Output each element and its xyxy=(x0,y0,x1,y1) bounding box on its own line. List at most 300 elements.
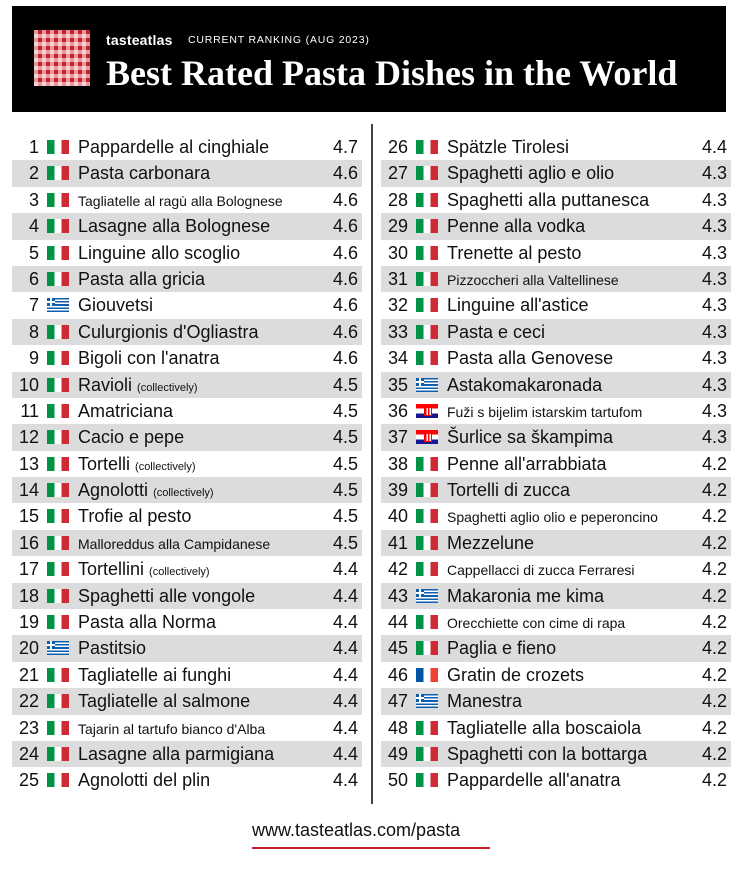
dish-name-text: Giouvetsi xyxy=(78,295,154,316)
rating-value: 4.5 xyxy=(332,453,358,474)
ranking-row xyxy=(12,741,362,767)
ranking-row xyxy=(12,372,362,398)
rating-value: 4.7 xyxy=(332,137,358,157)
dish-name xyxy=(447,295,589,316)
rank-number: 23 xyxy=(18,717,39,738)
flag-gr-icon xyxy=(47,641,69,655)
dish-name xyxy=(78,375,198,396)
flag-it-icon xyxy=(47,562,69,576)
dish-name-text: Gratin de crozets xyxy=(447,664,585,685)
dish-name xyxy=(447,427,613,448)
rating-value: 4.6 xyxy=(332,295,358,316)
dish-name xyxy=(78,193,283,209)
dish-name xyxy=(78,295,153,316)
dish-name xyxy=(447,480,570,501)
flag-it-icon xyxy=(47,509,69,523)
rating-value: 4.4 xyxy=(332,612,358,633)
rank-number: 6 xyxy=(28,268,39,289)
rating-value: 4.5 xyxy=(332,374,358,395)
ranking-row xyxy=(12,530,362,556)
ranking-row xyxy=(12,213,362,239)
rank-number: 14 xyxy=(18,480,39,501)
footer-url-link[interactable]: www.tasteatlas.com/pasta xyxy=(252,820,461,840)
rating-value: 4.3 xyxy=(701,348,727,369)
dish-name-text: Culurgionis d'Ogliastra xyxy=(78,321,259,342)
dish-name xyxy=(78,506,191,527)
rank-number: 15 xyxy=(18,506,39,527)
rank-number: 3 xyxy=(28,189,39,210)
rank-number: 19 xyxy=(18,612,39,633)
ranking-row xyxy=(381,477,731,503)
rank-number: 26 xyxy=(387,137,408,157)
rank-number: 22 xyxy=(18,691,39,712)
flag-it-icon xyxy=(416,457,438,471)
flag-it-icon xyxy=(416,166,438,180)
rating-value: 4.4 xyxy=(332,770,358,791)
dish-name-text: Pasta alla gricia xyxy=(78,268,206,289)
rating-value: 4.3 xyxy=(701,242,727,263)
dish-name-text: Tortellini xyxy=(78,559,145,580)
dish-name-text: Pasta alla Genovese xyxy=(447,348,614,369)
ranking-row xyxy=(12,240,362,266)
dish-name-text: Cappellacci di zucca Ferraresi xyxy=(447,562,635,579)
ranking-row xyxy=(381,503,731,529)
flag-fr-icon xyxy=(416,668,438,682)
ranking-row xyxy=(12,134,362,160)
ranking-row xyxy=(381,345,731,371)
flag-it-icon xyxy=(47,219,69,233)
dish-name-text: Orecchiette con cime di rapa xyxy=(447,615,626,632)
flag-it-icon xyxy=(416,193,438,207)
rank-number: 18 xyxy=(18,585,39,606)
dish-name-text: Mezzelune xyxy=(447,532,535,553)
dish-name xyxy=(78,536,270,552)
dish-name xyxy=(78,401,173,422)
ranking-row xyxy=(381,715,731,741)
ranking-row xyxy=(381,160,731,186)
flag-it-icon xyxy=(416,747,438,761)
dish-name xyxy=(447,509,658,525)
dish-name xyxy=(447,744,647,765)
rating-value: 4.2 xyxy=(701,480,727,501)
ranking-row xyxy=(381,398,731,424)
dish-name xyxy=(447,586,604,607)
dish-name xyxy=(447,216,585,237)
ranking-row xyxy=(12,662,362,688)
rank-number: 29 xyxy=(387,216,408,237)
flag-gr-icon xyxy=(416,589,438,603)
rank-number: 21 xyxy=(18,664,39,685)
rank-number: 31 xyxy=(387,268,408,289)
dish-name-text: Pasta e ceci xyxy=(447,321,546,342)
dish-name-text: Makaronia me kima xyxy=(447,585,605,606)
rating-value: 4.4 xyxy=(701,137,727,157)
rating-value: 4.6 xyxy=(332,216,358,237)
flag-it-icon xyxy=(47,589,69,603)
checkered-tablecloth-logo-icon xyxy=(34,30,90,86)
ranking-row xyxy=(12,160,362,186)
ranking-row xyxy=(381,134,731,160)
dish-name-text: Šurlice sa škampima xyxy=(447,427,614,448)
dish-name-text: Tagliatelle al salmone xyxy=(78,691,251,712)
ranking-row xyxy=(381,741,731,767)
flag-it-icon xyxy=(416,325,438,339)
rating-value: 4.2 xyxy=(701,453,727,474)
ranking-row xyxy=(381,372,731,398)
ranking-row xyxy=(12,398,362,424)
rank-number: 32 xyxy=(387,295,408,316)
rating-value: 4.3 xyxy=(701,427,727,448)
dish-name-text: Ravioli xyxy=(78,374,133,395)
flag-gr-icon xyxy=(47,298,69,312)
dish-name xyxy=(447,163,614,184)
dish-name-text: Penne alla vodka xyxy=(447,216,586,237)
rating-value: 4.2 xyxy=(701,717,727,738)
dish-name-text: Agnolotti xyxy=(78,480,149,501)
rank-number: 7 xyxy=(28,295,39,316)
rank-number: 50 xyxy=(387,770,408,791)
flag-it-icon xyxy=(47,140,69,154)
flag-it-icon xyxy=(47,430,69,444)
rank-number: 1 xyxy=(28,137,39,157)
dish-name xyxy=(78,744,274,765)
dish-name xyxy=(447,615,625,631)
dish-name xyxy=(447,770,621,791)
footer-underline xyxy=(252,847,490,849)
rank-number: 43 xyxy=(387,585,408,606)
rating-value: 4.2 xyxy=(701,664,727,685)
flag-it-icon xyxy=(47,193,69,207)
rank-number: 38 xyxy=(387,453,408,474)
ranking-row xyxy=(381,187,731,213)
dish-name xyxy=(78,269,205,290)
ranking-date-subtitle: CURRENT RANKING (AUG 2023) xyxy=(188,34,370,46)
dish-name-text: Penne all'arrabbiata xyxy=(447,453,607,474)
dish-name xyxy=(78,216,270,237)
flag-it-icon xyxy=(47,773,69,787)
rank-number: 35 xyxy=(387,374,408,395)
rank-number: 8 xyxy=(28,321,39,342)
dish-name xyxy=(78,612,216,633)
dish-name xyxy=(78,322,259,343)
ranking-row xyxy=(381,451,731,477)
flag-it-icon xyxy=(47,536,69,550)
rating-value: 4.5 xyxy=(332,427,358,448)
flag-it-icon xyxy=(47,694,69,708)
rank-number: 42 xyxy=(387,559,408,580)
column-divider xyxy=(371,124,373,804)
dish-name xyxy=(447,243,581,264)
rating-value: 4.2 xyxy=(701,691,727,712)
ranking-row xyxy=(381,266,731,292)
dish-name xyxy=(447,348,613,369)
rating-value: 4.2 xyxy=(701,532,727,553)
ranking-row xyxy=(381,688,731,714)
ranking-row xyxy=(12,319,362,345)
rating-value: 4.4 xyxy=(332,638,358,659)
dish-name xyxy=(78,691,250,712)
flag-it-icon xyxy=(416,641,438,655)
rank-number: 16 xyxy=(18,532,39,553)
flag-it-icon xyxy=(416,509,438,523)
dish-name xyxy=(447,665,584,686)
ranking-row xyxy=(381,635,731,661)
dish-name-text: Tortelli xyxy=(78,453,131,474)
rating-value: 4.2 xyxy=(701,770,727,791)
rating-value: 4.2 xyxy=(701,506,727,527)
rating-value: 4.6 xyxy=(332,348,358,369)
flag-it-icon xyxy=(47,747,69,761)
rank-number: 34 xyxy=(387,348,408,369)
rank-number: 33 xyxy=(387,321,408,342)
flag-gr-icon xyxy=(416,378,438,392)
ranking-row xyxy=(381,530,731,556)
ranking-row xyxy=(12,451,362,477)
flag-it-icon xyxy=(47,615,69,629)
flag-hr-icon xyxy=(416,430,438,444)
flag-it-icon xyxy=(416,615,438,629)
rank-number: 24 xyxy=(18,743,39,764)
ranking-row xyxy=(381,556,731,582)
rating-value: 4.3 xyxy=(701,189,727,210)
dish-name xyxy=(447,404,642,420)
dish-name-text: Tortelli di zucca xyxy=(447,480,571,501)
rank-number: 45 xyxy=(387,638,408,659)
rank-number: 47 xyxy=(387,691,408,712)
flag-it-icon xyxy=(416,219,438,233)
header-banner xyxy=(12,6,726,112)
rank-number: 11 xyxy=(20,400,39,421)
dish-note: (collectively) xyxy=(137,381,198,394)
flag-it-icon xyxy=(416,721,438,735)
ranking-row xyxy=(12,424,362,450)
rank-number: 48 xyxy=(387,717,408,738)
rating-value: 4.6 xyxy=(332,321,358,342)
ranking-row xyxy=(381,583,731,609)
dish-note: (collectively) xyxy=(153,487,214,500)
ranking-column-right xyxy=(381,134,731,794)
ranking-row xyxy=(12,609,362,635)
flag-it-icon xyxy=(47,457,69,471)
ranking-row xyxy=(12,292,362,318)
dish-name xyxy=(78,454,196,475)
dish-name-text: Cacio e pepe xyxy=(78,427,185,448)
dish-name-text: Linguine allo scoglio xyxy=(78,242,241,263)
rank-number: 20 xyxy=(18,638,39,659)
rating-value: 4.5 xyxy=(332,400,358,421)
flag-it-icon xyxy=(47,404,69,418)
dish-name-text: Spaghetti alla puttanesca xyxy=(447,189,650,210)
rating-value: 4.4 xyxy=(332,585,358,606)
rating-value: 4.3 xyxy=(701,295,727,316)
dish-name-text: Lasagne alla Bolognese xyxy=(78,216,271,237)
rating-value: 4.3 xyxy=(701,163,727,184)
flag-it-icon xyxy=(416,562,438,576)
dish-name-text: Spaghetti aglio e olio xyxy=(447,163,615,184)
dish-name-text: Pastitsio xyxy=(78,638,147,659)
ranking-row xyxy=(381,240,731,266)
ranking-row xyxy=(12,583,362,609)
rank-number: 44 xyxy=(387,612,408,633)
dish-note: (collectively) xyxy=(149,566,210,579)
flag-it-icon xyxy=(416,298,438,312)
rating-value: 4.3 xyxy=(701,400,727,421)
rating-value: 4.2 xyxy=(701,612,727,633)
flag-gr-icon xyxy=(416,694,438,708)
flag-it-icon xyxy=(47,378,69,392)
rank-number: 13 xyxy=(18,453,39,474)
dish-name xyxy=(78,348,220,369)
dish-name-text: Spätzle Tirolesi xyxy=(447,137,570,157)
rank-number: 4 xyxy=(28,216,39,237)
dish-name-text: Pizzoccheri alla Valtellinese xyxy=(447,271,619,288)
dish-name-text: Linguine all'astice xyxy=(447,295,589,316)
rating-value: 4.3 xyxy=(701,216,727,237)
flag-it-icon xyxy=(416,246,438,260)
dish-name xyxy=(447,638,556,659)
ranking-row xyxy=(381,662,731,688)
rating-value: 4.6 xyxy=(332,242,358,263)
dish-name-text: Pappardelle all'anatra xyxy=(447,770,621,791)
rating-value: 4.4 xyxy=(332,664,358,685)
dish-name-text: Agnolotti del plin xyxy=(78,770,211,791)
dish-name-text: Spaghetti alle vongole xyxy=(78,585,256,606)
rank-number: 40 xyxy=(387,506,408,527)
dish-name xyxy=(78,243,240,264)
rating-value: 4.4 xyxy=(332,743,358,764)
dish-name xyxy=(78,137,269,158)
rating-value: 4.6 xyxy=(332,163,358,184)
rating-value: 4.3 xyxy=(701,268,727,289)
ranking-row xyxy=(12,187,362,213)
flag-it-icon xyxy=(416,351,438,365)
flag-it-icon xyxy=(47,668,69,682)
dish-name xyxy=(447,562,635,578)
rank-number: 2 xyxy=(28,163,39,184)
dish-name xyxy=(78,586,255,607)
dish-name xyxy=(447,533,534,554)
dish-name-text: Paglia e fieno xyxy=(447,638,557,659)
ranking-row xyxy=(12,503,362,529)
flag-it-icon xyxy=(47,721,69,735)
dish-name xyxy=(447,190,649,211)
dish-name xyxy=(78,665,231,686)
rating-value: 4.2 xyxy=(701,559,727,580)
ranking-row xyxy=(381,213,731,239)
dish-name-text: Tagliatelle alla boscaiola xyxy=(447,717,642,738)
dish-name xyxy=(447,718,641,739)
ranking-row xyxy=(381,424,731,450)
rank-number: 10 xyxy=(18,374,39,395)
rank-number: 37 xyxy=(387,427,408,448)
dish-name-text: Spaghetti con la bottarga xyxy=(447,743,648,764)
rank-number: 5 xyxy=(28,242,39,263)
dish-name xyxy=(447,322,545,343)
dish-name-text: Tajarin al tartufo bianco d'Alba xyxy=(78,720,266,737)
brand-name: tasteatlas xyxy=(106,32,173,48)
dish-name-text: Amatriciana xyxy=(78,400,174,421)
dish-name-text: Spaghetti aglio olio e peperoncino xyxy=(447,509,658,526)
dish-name xyxy=(447,137,569,158)
ranking-row xyxy=(12,715,362,741)
rating-value: 4.6 xyxy=(332,189,358,210)
ranking-column-left xyxy=(12,134,362,794)
dish-name-text: Trenette al pesto xyxy=(447,242,582,263)
dish-name-text: Tagliatelle al ragù alla Bolognese xyxy=(78,192,283,209)
rank-number: 39 xyxy=(387,480,408,501)
dish-name-text: Trofie al pesto xyxy=(78,506,192,527)
rating-value: 4.4 xyxy=(332,691,358,712)
rating-value: 4.3 xyxy=(701,374,727,395)
dish-name xyxy=(447,454,607,475)
dish-name-text: Astakomakaronada xyxy=(447,374,603,395)
flag-it-icon xyxy=(47,166,69,180)
dish-name xyxy=(447,691,522,712)
flag-hr-icon xyxy=(416,404,438,418)
flag-it-icon xyxy=(416,536,438,550)
rank-number: 36 xyxy=(387,400,408,421)
ranking-row xyxy=(381,292,731,318)
rank-number: 27 xyxy=(387,163,408,184)
flag-it-icon xyxy=(47,351,69,365)
ranking-row xyxy=(12,556,362,582)
dish-name xyxy=(447,272,619,288)
rating-value: 4.5 xyxy=(332,532,358,553)
ranking-row xyxy=(12,266,362,292)
dish-name-text: Pasta carbonara xyxy=(78,163,211,184)
dish-name xyxy=(78,638,146,659)
rating-value: 4.3 xyxy=(701,321,727,342)
rank-number: 17 xyxy=(18,559,39,580)
flag-it-icon xyxy=(416,140,438,154)
flag-it-icon xyxy=(416,483,438,497)
ranking-row xyxy=(381,767,731,793)
ranking-row xyxy=(12,767,362,793)
dish-name xyxy=(78,770,210,791)
rank-number: 25 xyxy=(18,770,39,791)
dish-name-text: Manestra xyxy=(447,691,523,712)
dish-name-text: Pasta alla Norma xyxy=(78,612,217,633)
dish-name-text: Bigoli con l'anatra xyxy=(78,348,220,369)
rating-value: 4.4 xyxy=(332,717,358,738)
dish-name xyxy=(447,375,602,396)
rank-number: 46 xyxy=(387,664,408,685)
dish-name-text: Malloreddus alla Campidanese xyxy=(78,535,271,552)
dish-name xyxy=(78,427,184,448)
dish-name-text: Lasagne alla parmigiana xyxy=(78,743,275,764)
rank-number: 9 xyxy=(28,348,39,369)
ranking-row xyxy=(12,688,362,714)
rating-value: 4.5 xyxy=(332,506,358,527)
rating-value: 4.5 xyxy=(332,480,358,501)
flag-it-icon xyxy=(416,773,438,787)
ranking-row xyxy=(12,635,362,661)
rating-value: 4.6 xyxy=(332,268,358,289)
dish-name xyxy=(78,559,210,580)
rank-number: 49 xyxy=(387,743,408,764)
flag-it-icon xyxy=(47,483,69,497)
ranking-row xyxy=(381,609,731,635)
flag-it-icon xyxy=(416,272,438,286)
rating-value: 4.2 xyxy=(701,585,727,606)
dish-name xyxy=(78,480,214,501)
rank-number: 12 xyxy=(18,427,39,448)
ranking-row xyxy=(381,319,731,345)
ranking-row xyxy=(12,477,362,503)
rank-number: 30 xyxy=(387,242,408,263)
dish-name xyxy=(78,721,265,737)
rating-value: 4.2 xyxy=(701,638,727,659)
